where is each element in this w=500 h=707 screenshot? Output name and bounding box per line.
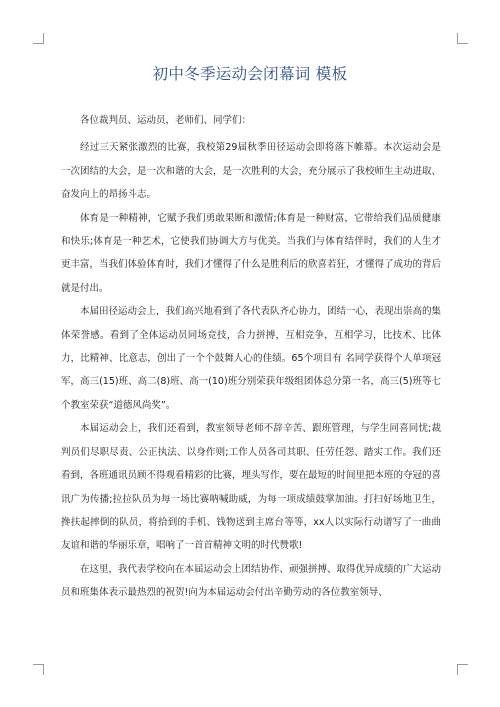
- document-title: 初中冬季运动会闭幕词 模板: [152, 65, 348, 83]
- document-body: [61, 109, 441, 605]
- page-corner-mark-bottom-left: [33, 664, 44, 675]
- page-corner-mark-top-right: [457, 33, 468, 44]
- paragraph-5: 在这里，我代表学校向在本届运动会上团结协作、顽强拼搏、取得优异成绩的广大运动员和班集体表示最热烈的祝贺!向为本届运动会付出辛勤劳动的各位教室领导、: [61, 563, 442, 599]
- paragraph-4: 本届运动会上，我们还看到，教室领导老师不辞辛苦、跟班管理，与学生同喜同忧;裁判员们尽职尽责、公正执法、以身作则;工作人员各司其职、任劳任怨、踏实工作。我们还看到，各班通讯员顾不得观看精彩的比赛，埋头写作，要在最短的时间里把本班的夺冠的喜讯广为传播;拉拉队员为每一场比赛呐喊助威，为每一项成绩鼓掌加油。打扫好场地卫生，搀扶起摔倒的队员，将拾到的手机、钱物送到主席台等等，xx人以实际行动谱写了一曲曲友谊和谐的华丽乐章，唱响了一首首精神文明的时代赞歌!: [61, 423, 442, 552]
- page-corner-mark-bottom-right: [457, 664, 468, 675]
- paragraph-1: 经过三天紧张激烈的比赛，我校第29届秋季田径运动会即将落下帷幕。本次运动会是一次团结的大会，是一次和谐的大会，是一次胜利的大会，充分展示了我校师生主动进取、奋发向上的昂扬斗志。: [61, 142, 442, 201]
- paragraph-2: 体育是一种精神，它赋予我们勇敢果断和激情;体育是一种财富，它带给我们品质健康和快乐;体育是一种艺术，它使我们协调大方与优美。当我们与体育结伴时，我们的人生才更丰富，当我们体验体育时，我们才懂得了什么是胜利后的欣喜若狂，才懂得了成功的背后就是付出。: [61, 212, 442, 294]
- paragraph-greeting: 各位裁判员、运动员，老师们、同学们：: [80, 115, 252, 126]
- page-corner-mark-top-left: [33, 33, 44, 44]
- paragraph-3: 本届田径运动会上，我们高兴地看到了各代表队齐心协力，团结一心，表现出崇高的集体荣誉感。看到了全体运动员同场竞技，合力拼搏，互相竞争，互相学习，比技术、比体力，比精神、比意志，创出了一个个鼓舞人心的佳绩。65个项目有 名同学获得个人单项冠军，高三(15)班、高二(8)班、高一(10)班分别荣获年级组团体总分第一名，高三(5)班等七个教室荣获“道德风尚奖”。: [61, 306, 442, 411]
